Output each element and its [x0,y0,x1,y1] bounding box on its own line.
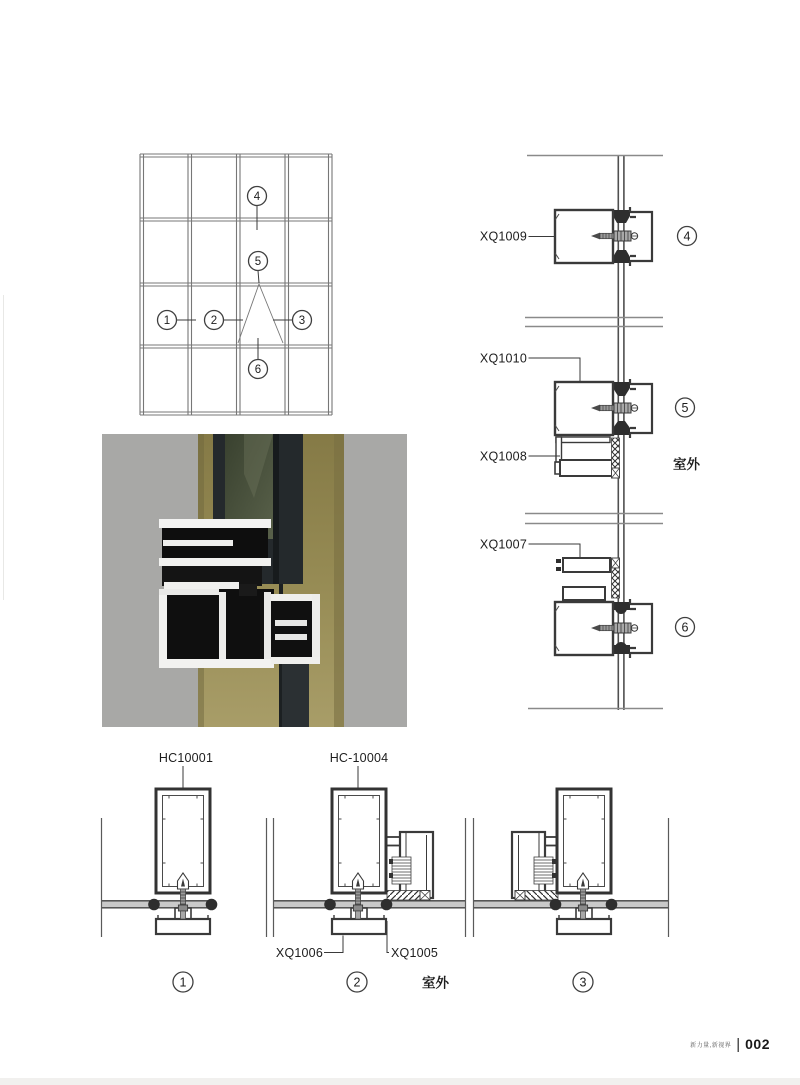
vertical-section-details [480,140,720,720]
page-bottom-artifact [0,1078,800,1085]
detail-5-label-bottom: XQ1008 [480,449,527,464]
detail-6 [480,538,695,659]
callout-1 [158,311,177,330]
detail-3 [512,789,617,992]
detail-4-callout: 4 [683,229,691,244]
callout-4 [248,187,267,206]
vent-frame-section [512,832,560,900]
detail-5-callout: 5 [681,400,689,415]
callout-1-number: 1 [163,315,171,327]
callout-3 [293,311,312,330]
detail-2 [276,751,450,992]
detail-2-label: HC-10004 [329,751,389,765]
footer-slogan: 新力量,新视界 [690,1042,732,1049]
detail-4 [480,207,697,266]
gasket-hatch [612,438,620,468]
horizontal-section-details [90,745,710,1005]
callout-6-number: 6 [254,364,262,376]
vent-symbol-triangle [238,284,283,343]
outdoor-side-text: 室外 [422,975,449,991]
callout-3-number: 3 [298,315,306,327]
callout-5 [249,252,268,271]
callout-2-number: 2 [210,315,218,327]
detail-5 [480,352,701,479]
callout-2 [205,311,224,330]
detail-2-label-cap: XQ1006 [275,946,323,960]
page-edge-artifact [3,295,4,600]
callout-5-number: 5 [254,256,262,268]
detail-2-callout: 2 [353,975,361,990]
detail-1 [148,751,217,992]
footer-page-number: 002 [745,1036,770,1052]
profile-3d-render [102,434,407,727]
outdoor-side-text: 室外 [673,457,700,472]
detail-6-callout: 6 [681,620,689,635]
footer-divider: | [736,1035,741,1053]
elevation-grid [140,154,332,415]
elevation-drawing [138,152,338,418]
detail-2-label-adapter: XQ1005 [391,946,439,960]
detail-1-callout: 1 [179,975,187,990]
detail-5-label-top: XQ1010 [480,351,527,366]
footer [690,1036,770,1052]
vent-frame-section [385,832,433,900]
gasket-hatch [612,568,620,598]
callout-4-number: 4 [253,191,261,203]
callout-6 [249,360,268,379]
detail-3-callout: 3 [579,975,587,990]
detail-1-label: HC10001 [158,751,214,765]
detail-4-label: XQ1009 [480,229,527,244]
detail-6-label: XQ1007 [480,537,527,552]
